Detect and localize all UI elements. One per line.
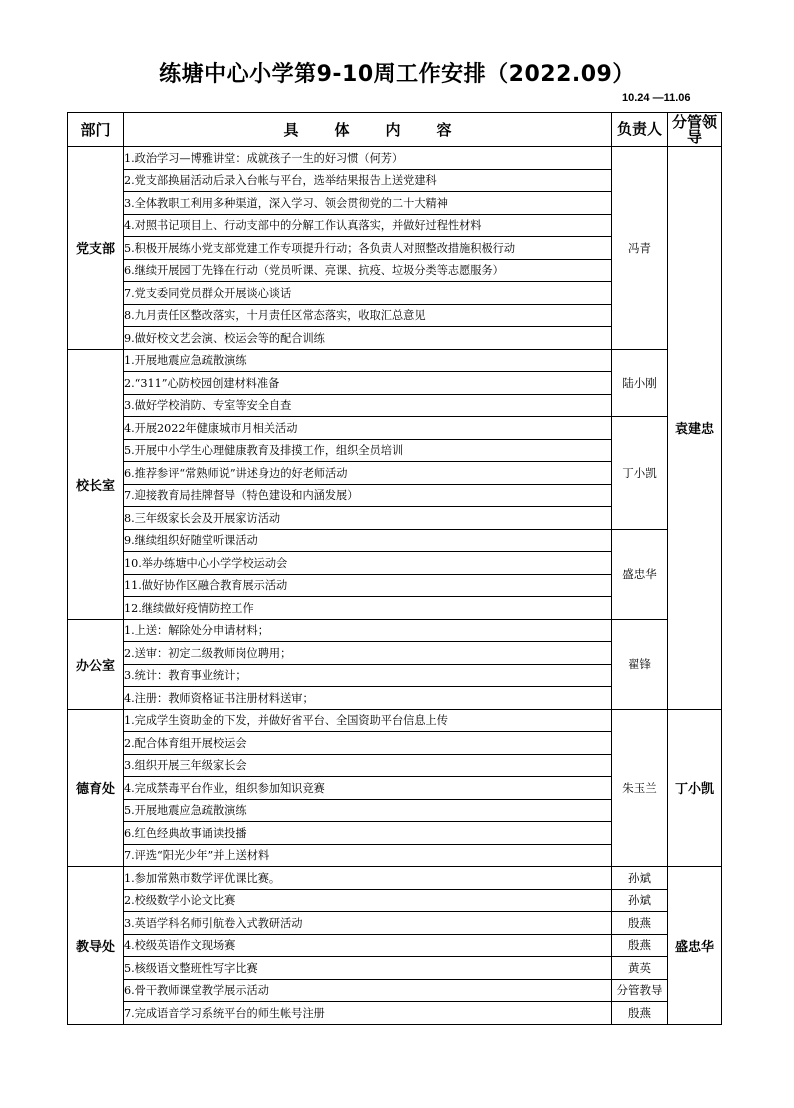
- task-item: 5.开展中小学生心理健康教育及排摸工作，组织全员培训: [124, 439, 612, 462]
- task-item: 2.校级数学小论文比赛: [124, 889, 612, 912]
- responsible-person: 盛忠华: [612, 529, 668, 619]
- task-item: 11.做好协作区融合教育展示活动: [124, 574, 612, 597]
- table-row: [68, 619, 722, 642]
- task-item: 5.开展地震应急疏散演练: [124, 799, 612, 822]
- task-item: 8.三年级家长会及开展家访活动: [124, 507, 612, 530]
- task-item: 2.“311”心防校园创建材料准备: [124, 372, 612, 395]
- task-item: 5.核级语文整班性写字比赛: [124, 957, 612, 980]
- task-item: 3.做好学校消防、专室等安全自查: [124, 394, 612, 417]
- task-item: 4.开展2022年健康城市月相关活动: [124, 417, 612, 440]
- task-item: 3.组织开展三年级家长会: [124, 754, 612, 777]
- task-item: 1.政治学习—博雅讲堂：成就孩子一生的好习惯（何芳）: [124, 147, 612, 170]
- task-item: 5.积极开展练小党支部党建工作专项提升行动；各负责人对照整改措施积极行动: [124, 237, 612, 260]
- task-item: 7.党支委同党员群众开展谈心谈话: [124, 282, 612, 305]
- task-item: 4.对照书记项目上、行动支部中的分解工作认真落实，并做好过程性材料: [124, 214, 612, 237]
- responsible-person: 丁小凯: [612, 417, 668, 530]
- task-item: 2.送审：初定二级教师岗位聘用；: [124, 642, 612, 665]
- table-row: [68, 349, 722, 372]
- task-item: 1.完成学生资助金的下发，并做好省平台、全国资助平台信息上传: [124, 709, 612, 732]
- table-row: [68, 912, 722, 935]
- table-header-row: [68, 113, 722, 147]
- table-row: [68, 889, 722, 912]
- task-item: 4.校级英语作文现场赛: [124, 934, 612, 957]
- task-item: 1.上送：解除处分申请材料；: [124, 619, 612, 642]
- dept-cell: 教导处: [68, 867, 124, 1025]
- table-body: [68, 147, 722, 1025]
- header-dept: 部门: [68, 113, 124, 147]
- table-row: [68, 979, 722, 1002]
- responsible-person: 冯青: [612, 147, 668, 350]
- responsible-person: 陆小刚: [612, 349, 668, 417]
- task-item: 6.红色经典故事诵读投播: [124, 822, 612, 845]
- header-content-label: 具体内容: [283, 121, 488, 139]
- table-row: [68, 709, 722, 732]
- task-item: 8.九月责任区整改落实，十月责任区常态落实，收取汇总意见: [124, 304, 612, 327]
- dept-cell: 党支部: [68, 147, 124, 350]
- task-item: 9.继续组织好随堂听课活动: [124, 529, 612, 552]
- task-item: 6.继续开展园丁先锋在行动（党员听课、亮课、抗疫、垃圾分类等志愿服务）: [124, 259, 612, 282]
- responsible-person: 孙斌: [612, 889, 668, 912]
- task-item: 6.骨干教师课堂教学展示活动: [124, 979, 612, 1002]
- table-row: [68, 957, 722, 980]
- supervising-leader: 袁建忠: [668, 147, 722, 710]
- page-title: 练塘中心小学第9-10周工作安排（2022.09）: [159, 62, 635, 87]
- header-content: [124, 113, 612, 147]
- task-item: 1.开展地震应急疏散演练: [124, 349, 612, 372]
- task-item: 7.迎接教育局挂牌督导（特色建设和内涵发展）: [124, 484, 612, 507]
- responsible-person: 翟锋: [612, 619, 668, 709]
- task-item: 7.完成语音学习系统平台的师生帐号注册: [124, 1002, 612, 1025]
- task-item: 6.推荐参评“常熟师说”讲述身边的好老师活动: [124, 462, 612, 485]
- task-item: 3.统计：教育事业统计；: [124, 664, 612, 687]
- table-row: [68, 934, 722, 957]
- responsible-person: 分管教导: [612, 979, 668, 1002]
- supervising-leader: 盛忠华: [668, 867, 722, 1025]
- task-item: 3.英语学科名师引航卷入式教研活动: [124, 912, 612, 935]
- table-row: [68, 147, 722, 170]
- task-item: 2.党支部换届活动后录入台帐与平台，选举结果报告上送党建科: [124, 169, 612, 192]
- dept-cell: 德育处: [68, 709, 124, 867]
- schedule-table: [67, 112, 722, 1025]
- dept-cell: 校长室: [68, 349, 124, 619]
- header-resp: 负责人: [612, 113, 668, 147]
- task-item: 4.完成禁毒平台作业，组织参加知识竞赛: [124, 777, 612, 800]
- date-range: 10.24 —11.06: [622, 92, 691, 104]
- task-item: 10.举办练塘中心小学学校运动会: [124, 552, 612, 575]
- task-item: 1.参加常熟市数学评优课比赛。: [124, 867, 612, 890]
- table-row: [68, 529, 722, 552]
- task-item: 9.做好校文艺会演、校运会等的配合训练: [124, 327, 612, 350]
- table-row: [68, 867, 722, 890]
- responsible-person: 黄英: [612, 957, 668, 980]
- task-item: 7.评选“阳光少年”并上送材料: [124, 844, 612, 867]
- header-lead: 分管领导: [668, 113, 722, 147]
- supervising-leader: 丁小凯: [668, 709, 722, 867]
- task-item: 3.全体教职工利用多种渠道，深入学习、领会贯彻党的二十大精神: [124, 192, 612, 215]
- task-item: 2.配合体育组开展校运会: [124, 732, 612, 755]
- responsible-person: 殷燕: [612, 1002, 668, 1025]
- responsible-person: 殷燕: [612, 912, 668, 935]
- table-row: [68, 1002, 722, 1025]
- task-item: 12.继续做好疫情防控工作: [124, 597, 612, 620]
- responsible-person: 朱玉兰: [612, 709, 668, 867]
- responsible-person: 殷燕: [612, 934, 668, 957]
- task-item: 4.注册：教师资格证书注册材料送审；: [124, 687, 612, 710]
- table-row: [68, 417, 722, 440]
- responsible-person: 孙斌: [612, 867, 668, 890]
- dept-cell: 办公室: [68, 619, 124, 709]
